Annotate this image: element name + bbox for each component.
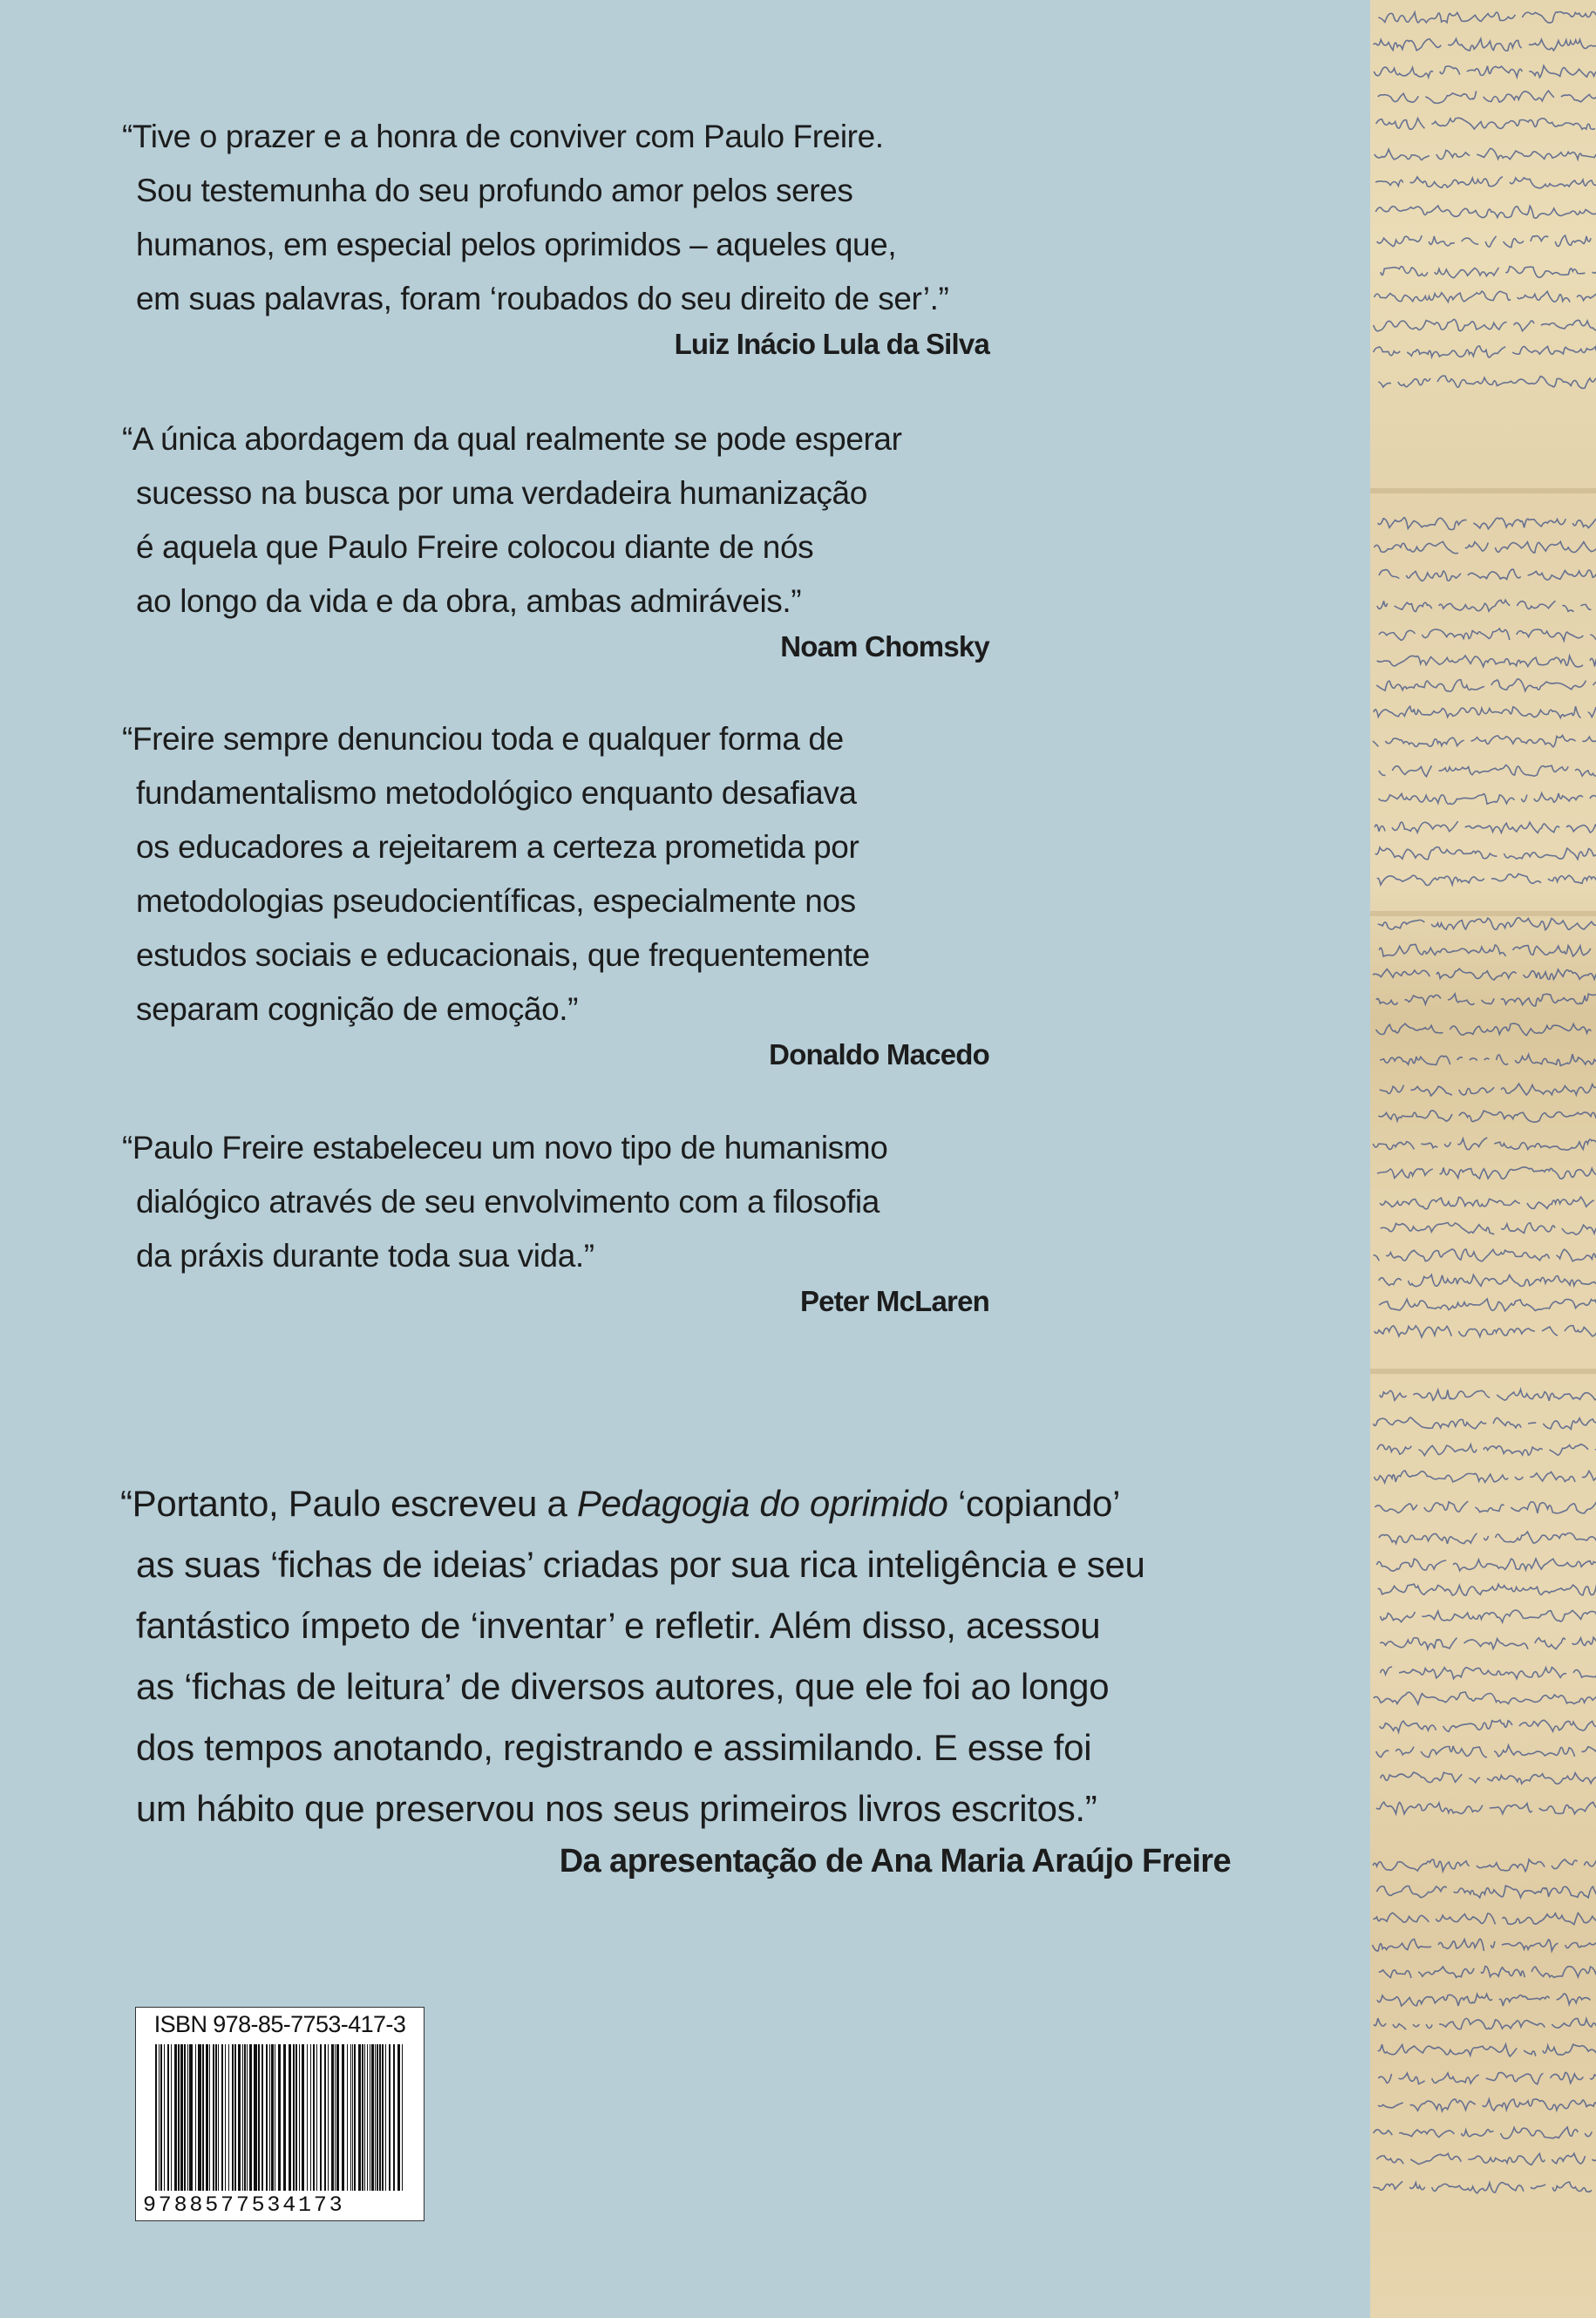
handwriting-line (1375, 847, 1596, 860)
barcode-bar (258, 2044, 260, 2191)
barcode-bar (195, 2044, 196, 2191)
barcode-bar (266, 2044, 268, 2191)
handwriting-line (1378, 1583, 1596, 1595)
barcode-bar (228, 2044, 229, 2191)
barcode-bar (174, 2044, 177, 2191)
handwriting-line (1379, 765, 1596, 777)
barcode-bar (293, 2044, 295, 2191)
handwriting-line (1373, 1417, 1596, 1429)
barcode-bar (232, 2044, 234, 2191)
handwriting-line (1379, 944, 1596, 956)
featured-quote-line: as ‘fichas de leitura’ de diversos autores, que ele foi ao longo (136, 1666, 1110, 1707)
barcode-bar (364, 2044, 365, 2191)
quote-author: Noam Chomsky (780, 630, 989, 663)
quote-chomsky (122, 412, 994, 663)
quote-author: Luiz Inácio Lula da Silva (674, 328, 989, 360)
handwriting-line (1376, 1802, 1596, 1814)
handwriting-line (1376, 2153, 1596, 2165)
handwriting-line (1378, 1111, 1596, 1122)
handwriting-line (1376, 1745, 1596, 1757)
barcode-bar (335, 2044, 336, 2191)
barcode-bar (218, 2044, 219, 2191)
barcode-bar (189, 2044, 193, 2191)
handwriting-line (1381, 1667, 1596, 1679)
barcode-bar (244, 2044, 246, 2191)
handwriting-line (1378, 518, 1596, 530)
quote-macedo (122, 712, 994, 1071)
barcode-bar (283, 2044, 286, 2191)
barcode-digits: 9788577534173 (143, 2192, 345, 2218)
handwriting-line (1377, 1445, 1596, 1456)
barcode-bar (261, 2044, 263, 2191)
barcode-bar (324, 2044, 326, 2191)
handwriting-line (1376, 994, 1596, 1006)
barcode-bar (295, 2044, 297, 2191)
card-edge (1370, 1369, 1596, 1374)
handwriting-line (1381, 1610, 1596, 1622)
handwriting-line (1373, 969, 1596, 980)
handwriting-line (1376, 1023, 1596, 1036)
handwriting-line (1374, 1249, 1596, 1261)
barcode-bar (242, 2044, 243, 2191)
barcode-bar (198, 2044, 201, 2191)
handwriting-line (1376, 1886, 1596, 1898)
handwriting-line (1374, 2018, 1596, 2029)
barcode-bar (167, 2044, 169, 2191)
featured-quote-line: as suas ‘fichas de ideias’ criadas por sua rica inteligência e seu (136, 1544, 1145, 1585)
handwriting-line (1378, 2099, 1596, 2111)
barcode-bar (254, 2044, 257, 2191)
handwriting-line (1378, 376, 1596, 388)
featured-quote-text (120, 1473, 1236, 1839)
barcode-bar (310, 2044, 311, 2191)
featured-quote-span: ‘copiando’ (947, 1483, 1121, 1524)
manuscript-strip (1370, 0, 1596, 2318)
featured-quote-attribution: Da apresentação de Ana Maria Araújo Freire (559, 1843, 1231, 1880)
barcode-bar (358, 2044, 361, 2191)
handwriting-line (1379, 1532, 1596, 1544)
barcode-bar (331, 2044, 334, 2191)
handwriting-line (1378, 2044, 1596, 2056)
barcode-bar (362, 2044, 363, 2191)
book-title: Pedagogia do oprimido (576, 1483, 948, 1524)
barcode-bar (215, 2044, 217, 2191)
handwriting-line (1377, 873, 1596, 885)
handwriting-line (1374, 706, 1596, 717)
barcode-bar (202, 2044, 204, 2191)
isbn-label: ISBN 978-85-7753-417-3 (153, 2011, 406, 2037)
barcode-bar (155, 2044, 157, 2191)
barcode-bar (307, 2044, 308, 2191)
card-edge (1370, 488, 1596, 493)
barcode-bar (347, 2044, 348, 2191)
barcode-bars (155, 2044, 404, 2191)
barcode-bar (247, 2044, 248, 2191)
barcode-bar (354, 2044, 356, 2191)
handwriting-line (1377, 656, 1596, 667)
handwriting-image (1370, 0, 1596, 2318)
barcode-bar (289, 2044, 291, 2191)
barcode-bar (299, 2044, 300, 2191)
handwriting-line (1377, 235, 1596, 248)
isbn-barcode (135, 2007, 424, 2221)
handwriting-line (1373, 1913, 1596, 1924)
handwriting-line (1374, 1692, 1596, 1704)
handwriting-line (1381, 267, 1596, 278)
handwriting-line (1374, 346, 1596, 357)
handwriting-line (1374, 39, 1596, 51)
handwriting-line (1375, 206, 1596, 218)
barcode-bar (328, 2044, 329, 2191)
barcode-bar (206, 2044, 208, 2191)
handwriting-line (1379, 1299, 1596, 1311)
quote-author: Donaldo Macedo (769, 1038, 989, 1071)
barcode-bar (160, 2044, 162, 2191)
barcode-bar (180, 2044, 183, 2191)
barcode-bar (371, 2044, 374, 2191)
barcode-bar (377, 2044, 378, 2191)
barcode-bar (389, 2044, 391, 2191)
barcode-bar (213, 2044, 214, 2191)
handwriting-line (1373, 1138, 1596, 1150)
barcode-bar (342, 2044, 344, 2191)
barcode-bar (184, 2044, 186, 2191)
handwriting-line (1377, 1167, 1596, 1179)
handwriting-line (1380, 1720, 1596, 1732)
quote-text: “Freire sempre denunciou toda e qualquer forma de fundamentalismo metodológico enquanto desafiava os educadores a rejeitarem a certeza prometida por metodologias pseudocientíficas, especialmente nos estudos sociais e educacionais, que frequentemente separam cognição de emoção.” (122, 721, 870, 1027)
handwriting-line (1380, 1197, 1596, 1209)
quote-author: Peter McLaren (799, 1285, 989, 1317)
barcode-bar (271, 2044, 274, 2191)
handwriting-line (1375, 177, 1596, 188)
barcode-bar (382, 2044, 384, 2191)
handwriting-line (1374, 1471, 1596, 1483)
handwriting-line (1378, 918, 1596, 930)
quote-text: “Tive o prazer e a honra de conviver com Paulo Freire. Sou testemunha do seu profundo amor pelos seres humanos, em especial pelos oprimidos – aqueles que, em suas palavras, foram ‘roubados do seu direito de ser’.” (122, 119, 949, 316)
handwriting-line (1375, 148, 1596, 160)
barcode-bar (209, 2044, 210, 2191)
barcode-bar (278, 2044, 281, 2191)
handwriting-line (1379, 629, 1596, 641)
handwriting-line (1381, 1223, 1596, 1235)
handwriting-line (1374, 2127, 1596, 2138)
handwriting-line (1373, 1859, 1596, 1872)
barcode-bar (385, 2044, 386, 2191)
handwriting-line (1376, 1559, 1596, 1571)
barcode-bar (238, 2044, 241, 2191)
barcode-bar (187, 2044, 188, 2191)
featured-quote-line: fantástico ímpeto de ‘inventar’ e refletir. Além disso, acessou (136, 1605, 1101, 1646)
barcode-bar (164, 2044, 165, 2191)
handwriting-line (1374, 319, 1596, 330)
quote-text: “A única abordagem da qual realmente se pode esperar sucesso na busca por uma verdadeira humanização é aquela que Paulo Freire colocou diante de nós ao longo da vida e da obra, ambas admiráveis.” (122, 421, 902, 619)
handwriting-line (1376, 679, 1596, 691)
handwriting-line (1379, 569, 1596, 581)
barcode-bar (367, 2044, 368, 2191)
featured-quote-line: dos tempos anotando, registrando e assimilando. E esse foi (136, 1727, 1092, 1768)
barcode-bar (313, 2044, 315, 2191)
handwriting-line (1373, 2181, 1596, 2193)
barcode-bar (350, 2044, 351, 2191)
handwriting-line (1380, 1054, 1596, 1065)
handwriting-line (1377, 600, 1596, 612)
barcode-bar (249, 2044, 252, 2191)
handwriting-line (1380, 1084, 1596, 1096)
barcode-bar (234, 2044, 236, 2191)
handwriting-line (1381, 1772, 1596, 1784)
barcode-bar (402, 2044, 403, 2191)
barcode-bar (221, 2044, 223, 2191)
barcode-bar (352, 2044, 353, 2191)
featured-quote-line (120, 1473, 1236, 1534)
handwriting-line (1374, 541, 1596, 553)
featured-quote-line: um hábito que preservou nos seus primeiros livros escritos.” (136, 1788, 1097, 1829)
handwriting-line (1377, 1994, 1596, 2006)
quote-lula (122, 110, 994, 361)
handwriting-line (1374, 65, 1596, 78)
handwriting-line (1376, 118, 1596, 129)
barcode-bar (269, 2044, 270, 2191)
handwriting-line (1375, 1501, 1596, 1513)
barcode-bar (336, 2044, 339, 2191)
quote-mclaren (122, 1121, 994, 1318)
featured-quote (120, 1473, 1236, 1880)
barcode-bar (178, 2044, 180, 2191)
handwriting-line (1380, 1390, 1596, 1401)
handwriting-line (1375, 291, 1596, 302)
featured-quote-span: “Portanto, Paulo escreveu a (120, 1483, 577, 1524)
handwriting-line (1379, 1966, 1596, 1978)
handwriting-line (1380, 1637, 1596, 1649)
handwriting-line (1379, 793, 1596, 804)
handwriting-line (1379, 1275, 1596, 1286)
handwriting-line (1375, 1326, 1596, 1337)
handwriting-line (1378, 11, 1596, 23)
barcode-bar (225, 2044, 226, 2191)
handwriting-line (1378, 91, 1596, 103)
barcode-bar (171, 2044, 172, 2191)
barcode-bar (316, 2044, 317, 2191)
handwriting-line (1378, 2072, 1596, 2083)
barcode-bar (320, 2044, 322, 2191)
barcode-bar (397, 2044, 400, 2191)
barcode-bar (302, 2044, 304, 2191)
handwriting-line (1372, 1939, 1596, 1951)
handwriting-line (1373, 736, 1596, 747)
barcode-bar (393, 2044, 395, 2191)
barcode-bar (379, 2044, 381, 2191)
card-edge (1370, 911, 1596, 916)
quote-text: “Paulo Freire estabeleceu um novo tipo de humanismo dialógico através de seu envolvimento com a filosofia da práxis durante toda sua vida.” (122, 1130, 888, 1274)
barcode-bar (159, 2044, 160, 2191)
handwriting-line (1375, 821, 1596, 833)
barcode-bar (375, 2044, 376, 2191)
